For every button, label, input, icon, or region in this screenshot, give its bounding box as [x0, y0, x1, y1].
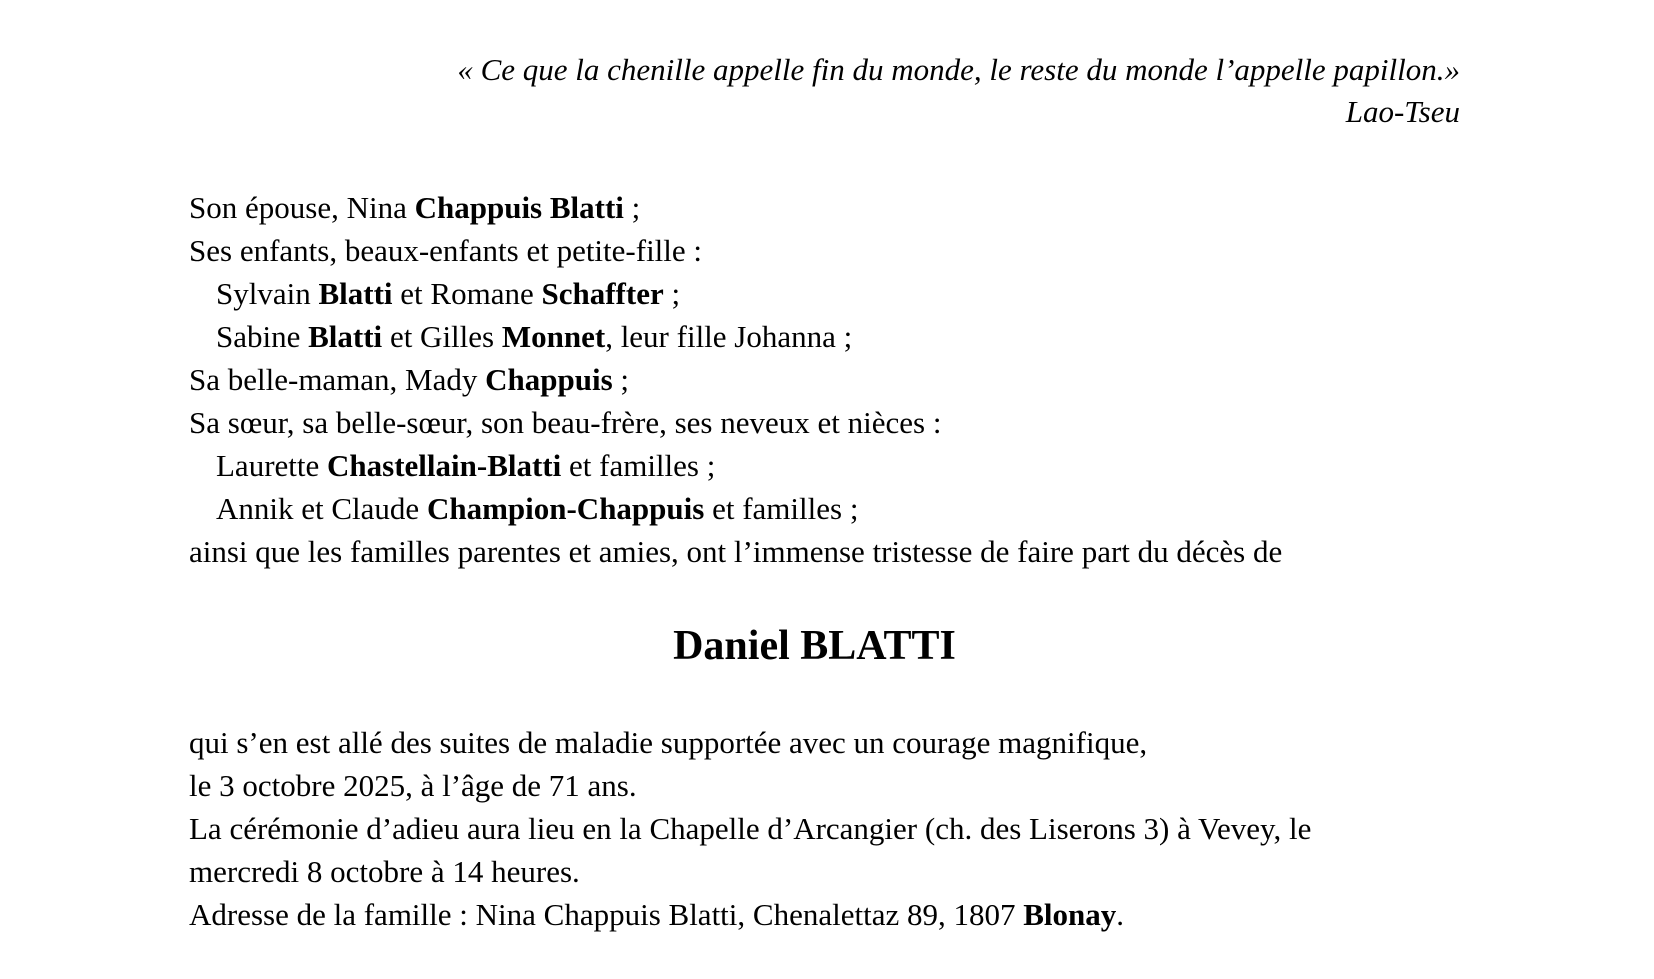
family-line [189, 487, 1460, 530]
body-text-run: Ses enfants, beaux-enfants et petite-fille : [189, 233, 703, 268]
body-text-run: ; [663, 276, 681, 311]
body-text-run: . [1116, 897, 1124, 932]
bold-name-text: Schaffter [541, 276, 664, 311]
family-line [189, 444, 1460, 487]
body-text-run: Sylvain [216, 276, 319, 311]
body-text-run: et Gilles [382, 319, 502, 354]
bold-name-text: Blatti [318, 276, 393, 311]
body-text-run: ainsi que les familles parentes et amies, ont l’immense tristesse de faire part du décès de [189, 534, 1283, 569]
body-text-run: et familles ; [704, 491, 859, 526]
family-line [189, 315, 1460, 358]
bold-name-text: Chastellain-Blatti [327, 448, 562, 483]
family-line [189, 401, 1460, 444]
bold-name-text: Champion-Chappuis [426, 491, 705, 526]
details-line [189, 850, 1460, 893]
body-text-run: Adresse de la famille : Nina Chappuis Blatti, Chenalettaz 89, 1807 [189, 897, 1024, 932]
text-column [189, 0, 1460, 936]
family-line [189, 272, 1460, 315]
bold-name-text: Blonay [1023, 897, 1117, 932]
bold-name-text: Chappuis Blatti [414, 190, 624, 225]
family-line [189, 358, 1460, 401]
body-text-run: Sa belle-maman, Mady [189, 362, 486, 397]
body-text-run: le 3 octobre 2025, à l’âge de 71 ans. [189, 768, 637, 803]
bold-name-text: Chappuis [485, 362, 613, 397]
epigraph-quote: « Ce que la chenille appelle fin du monde, le reste du monde l’appelle papillon.» [457, 52, 1460, 87]
family-line [189, 186, 1460, 229]
details-line [189, 807, 1460, 850]
body-text-run: La cérémonie d’adieu aura lieu en la Chapelle d’Arcangier (ch. des Liserons 3) à Vevey, le [189, 811, 1312, 846]
family-line [189, 530, 1460, 573]
body-text-run: et familles ; [561, 448, 716, 483]
ceremony-details-paragraph [189, 721, 1460, 936]
body-text-run: qui s’en est allé des suites de maladie supportée avec un courage magnifique, [189, 725, 1148, 760]
details-line [189, 721, 1460, 764]
details-line [189, 764, 1460, 807]
bold-name-text: Monnet [501, 319, 606, 354]
epigraph-attribution: Lao-Tseu [1345, 94, 1460, 129]
body-text-run: Sabine [216, 319, 309, 354]
body-text-run: et Romane [392, 276, 542, 311]
body-text-run: Sa sœur, sa belle-sœur, son beau-frère, ses neveux et nièces : [189, 405, 942, 440]
bold-name-text: Blatti [308, 319, 383, 354]
body-text-run: , leur fille Johanna ; [605, 319, 853, 354]
epigraph [189, 0, 1460, 133]
body-text-run: ; [623, 190, 641, 225]
family-announcement-paragraph [189, 186, 1460, 573]
deceased-name-heading: Daniel BLATTI [673, 623, 956, 669]
details-line [189, 893, 1460, 936]
family-line [189, 229, 1460, 272]
body-text-run: ; [612, 362, 630, 397]
body-text-run: Laurette [216, 448, 328, 483]
body-text-run: mercredi 8 octobre à 14 heures. [189, 854, 580, 889]
body-text-run: Annik et Claude [216, 491, 427, 526]
body-text-run: Son épouse, Nina [189, 190, 415, 225]
